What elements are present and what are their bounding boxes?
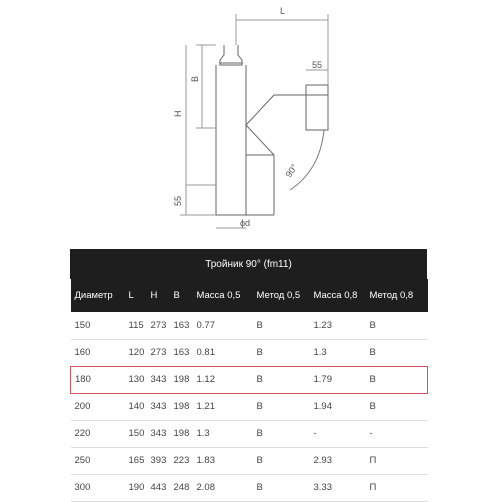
dim-b-label: B	[190, 75, 200, 82]
table-cell: 273	[150, 347, 167, 358]
table-cell: 223	[173, 455, 190, 466]
table-cell: 343	[150, 401, 167, 412]
table-cell: -	[313, 428, 317, 439]
table-cell: 393	[150, 455, 167, 466]
table-cell: 165	[128, 455, 145, 466]
table-cell: 3.33	[313, 482, 332, 493]
table-cell: 0.77	[196, 319, 215, 331]
table-cell: 443	[150, 482, 167, 493]
table-cell: В	[256, 347, 263, 358]
table-cell: 250	[74, 455, 91, 466]
table-cell: 198	[170, 366, 193, 393]
table-cell: 180	[71, 366, 125, 393]
table-row	[71, 393, 428, 420]
table-cell: 1.23	[313, 319, 332, 331]
table-cell: 163	[173, 319, 190, 331]
table-row	[71, 339, 428, 366]
table-cell: 198	[173, 401, 190, 412]
table-cell: 300	[74, 482, 91, 493]
table-row	[71, 420, 428, 447]
table-cell: 1.83	[196, 455, 215, 466]
branch-lower-edge	[246, 125, 274, 155]
table-cell: 1.3	[313, 347, 327, 358]
header-cell: B	[173, 290, 180, 301]
table-row	[71, 474, 428, 501]
angle-label: 90°	[283, 162, 300, 180]
table-cell: 163	[173, 347, 190, 358]
header-cell: Масса 0,5	[196, 290, 241, 301]
dim-h-label: H	[173, 110, 183, 117]
table-row	[71, 447, 428, 474]
table-cell: 1.21	[196, 401, 215, 412]
table-cell: 198	[173, 428, 190, 439]
table-cell: 150	[74, 319, 91, 331]
table-cell: 190	[128, 482, 145, 493]
table-cell: 150	[128, 428, 145, 439]
table-cell: 220	[74, 428, 91, 439]
branch-end	[306, 85, 328, 130]
table-cell: В	[369, 319, 376, 331]
table-cell: В	[366, 366, 428, 393]
table-cell: 130	[125, 366, 147, 393]
table-cell: П	[369, 482, 377, 493]
header-cell: Метод 0,5	[256, 290, 301, 301]
table-cell: 160	[74, 347, 91, 358]
header-cell: Масса 0,8	[313, 290, 358, 301]
table-cell: В	[256, 319, 263, 331]
table-cell: -	[369, 428, 373, 439]
spec-table-container	[70, 249, 427, 502]
table-cell: 0.81	[196, 347, 215, 358]
header-cell: Диаметр	[74, 290, 113, 301]
table-cell: В	[256, 428, 263, 439]
table-cell: В	[256, 482, 263, 493]
table-cell: 2.93	[313, 455, 332, 466]
top-socket	[220, 45, 242, 65]
table-cell: П	[369, 455, 377, 466]
table-cell: 120	[128, 347, 145, 358]
table-cell: 273	[150, 319, 167, 331]
table-cell: 343	[147, 366, 170, 393]
table-row	[71, 366, 428, 393]
tee-drawing	[0, 0, 500, 245]
table-cell: 1.12	[193, 366, 253, 393]
dim-55-bottom-label: 55	[173, 195, 183, 206]
table-cell: 200	[74, 401, 91, 412]
diameter-label: ϕd	[240, 218, 251, 228]
table-cell: 1.79	[310, 366, 366, 393]
branch-upper-edge	[246, 95, 274, 125]
table-cell: 115	[128, 319, 144, 331]
table-cell: 1.94	[313, 401, 332, 412]
table-title: Тройник 90° (fm11)	[70, 249, 427, 279]
header-cell: Метод 0,8	[369, 290, 414, 301]
table-header-row	[71, 279, 428, 312]
table-cell: В	[256, 455, 263, 466]
dim-l-label: L	[280, 6, 286, 16]
table-cell: В	[369, 401, 376, 412]
table-cell: В	[256, 401, 263, 412]
header-cell: L	[128, 290, 134, 301]
table-cell: 140	[128, 401, 145, 412]
tee-schematic	[0, 0, 500, 245]
table-cell: 2.08	[196, 482, 215, 493]
spec-table	[70, 279, 428, 502]
table-body	[71, 312, 428, 501]
dim-55-top-label: 55	[312, 60, 323, 70]
table-row	[71, 312, 428, 339]
table-cell: 343	[150, 428, 167, 439]
table-cell: 1.3	[196, 428, 210, 439]
table-cell: В	[369, 347, 376, 358]
header-cell: H	[150, 290, 158, 301]
table-cell: В	[253, 366, 310, 393]
table-cell: 248	[173, 482, 190, 493]
